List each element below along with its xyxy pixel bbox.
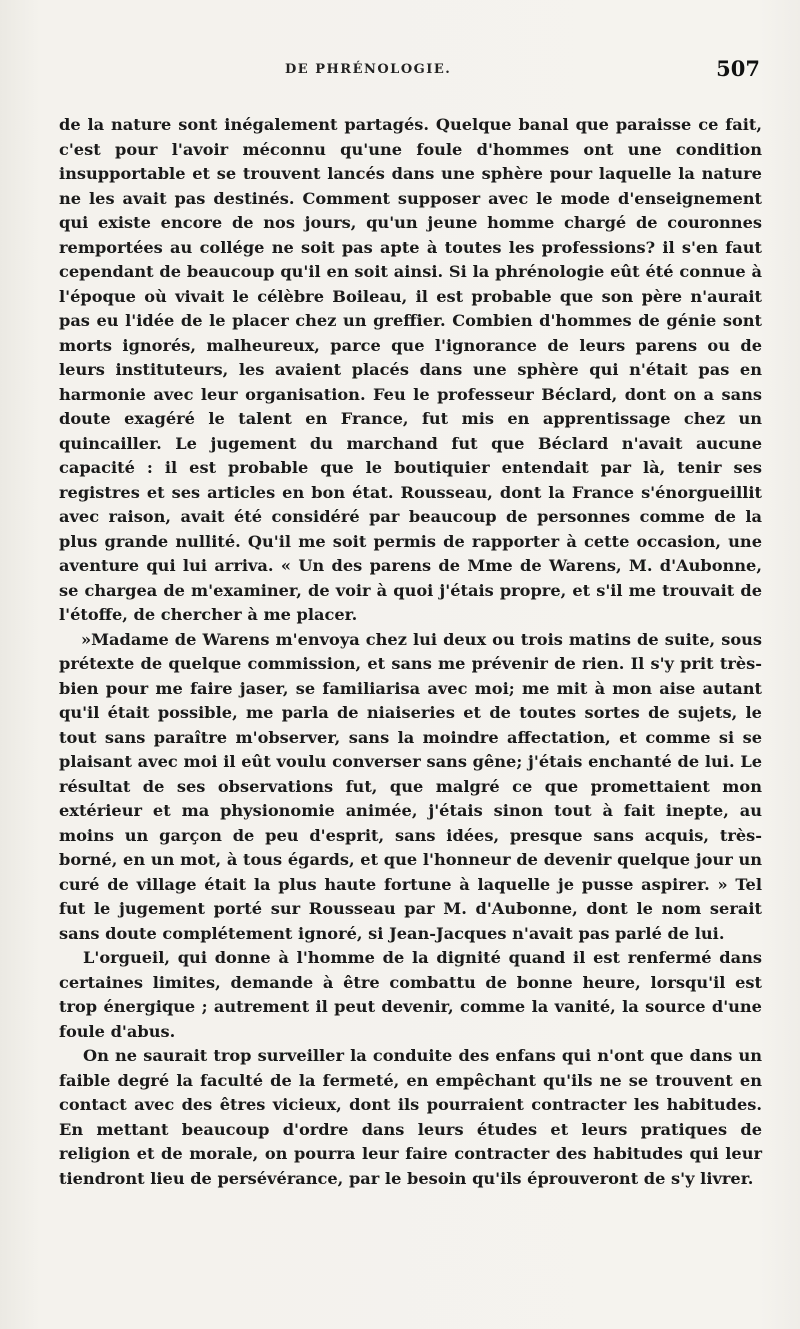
paragraph-1: de la nature sont inégalement partagés. Quelque banal que paraisse ce fait, c'est pour l'avoir méconnu qu'une foule d'hommes ont une condition insupportable et se trouvent lancés dans une sphère pour laquelle la nature ne les avait pas destinés. Comment supposer avec le mode d'enseignement qui existe encore de nos jours, qu'un jeune homme chargé de couronnes remportées au collége ne soit pas apte à toutes les professions? il s'en faut cependant de beaucoup qu'il en soit ainsi. Si la phrénologie eût été connue à l'époque où vivait le célèbre Boileau, il est probable que son père n'aurait pas eu l'idée de le placer chez un greffier. Combien d'hommes de génie sont morts ignorés, malheureux, parce que l'ignorance de leurs parens ou de leurs instituteurs, les avaient placés dans une sphère qui n'était pas en harmonie avec leur organisation. Feu le professeur Béclard, dont on a sans doute exagéré le talent en France, fut mis en apprentissage chez un quincailler. Le jugement du marchand fut que Béclard n'avait aucune capacité : il est probable que le boutiquier entendait par là, tenir ses registres et ses articles en bon état. Rousseau, dont la France s'énorgueillit avec raison, avait été considéré par beaucoup de personnes comme de la plus grande nullité. Qu'il me soit permis de rapporter à cette occasion, une aventure qui lui arriva. « Un des parens de Mme de Warens, M. d'Aubonne, se chargea de m'examiner, de voir à quoi j'étais propre, et s'il me trouvait de l'étoffe, de chercher à me placer.: [59, 115, 762, 624]
page-header: [60, 58, 760, 88]
running-head: DE PHRÉNOLOGIE.: [285, 62, 452, 77]
paragraph-4: On ne saurait trop surveiller la conduite des enfans qui n'ont que dans un faible degré la faculté de la fermeté, en empêchant qu'ils ne se trouvent en contact avec des êtres vicieux, dont ils pourraient contracter les habitudes. En mettant beaucoup d'ordre dans leurs études et leurs pratiques de religion et de morale, on pourra leur faire contracter des habitudes qui leur tiendront lieu de persévérance, par le besoin qu'ils éprouveront de s'y livrer.: [59, 1046, 762, 1188]
body-text: [59, 113, 762, 1191]
page-number: 507: [716, 56, 760, 81]
paragraph-3: L'orgueil, qui donne à l'homme de la dignité quand il est renfermé dans certaines limites, demande à être combattu de bonne heure, lorsqu'il est trop énergique ; autrement il peut devenir, comme la vanité, la source d'une foule d'abus.: [59, 948, 762, 1041]
paragraph-2: »Madame de Warens m'envoya chez lui deux ou trois matins de suite, sous prétexte de quelque commission, et sans me prévenir de rien. Il s'y prit très-bien pour me faire jaser, se familiarisa avec moi; me mit à mon aise autant qu'il était possible, me parla de niaiseries et de toutes sortes de sujets, le tout sans paraître m'observer, sans la moindre affectation, et comme si se plaisant avec moi il eût voulu converser sans gêne; j'étais enchanté de lui. Le résultat de ses observations fut, que malgré ce que promettaient mon extérieur et ma physionomie animée, j'étais sinon tout à fait inepte, au moins un garçon de peu d'esprit, sans idées, presque sans acquis, très-borné, en un mot, à tous égards, et que l'honneur de devenir quelque jour un curé de village était la plus haute fortune à laquelle je pusse aspirer. » Tel fut le jugement porté sur Rousseau par M. d'Aubonne, dont le nom serait sans doute complétement ignoré, si Jean-Jacques n'avait pas parlé de lui.: [59, 629, 762, 943]
